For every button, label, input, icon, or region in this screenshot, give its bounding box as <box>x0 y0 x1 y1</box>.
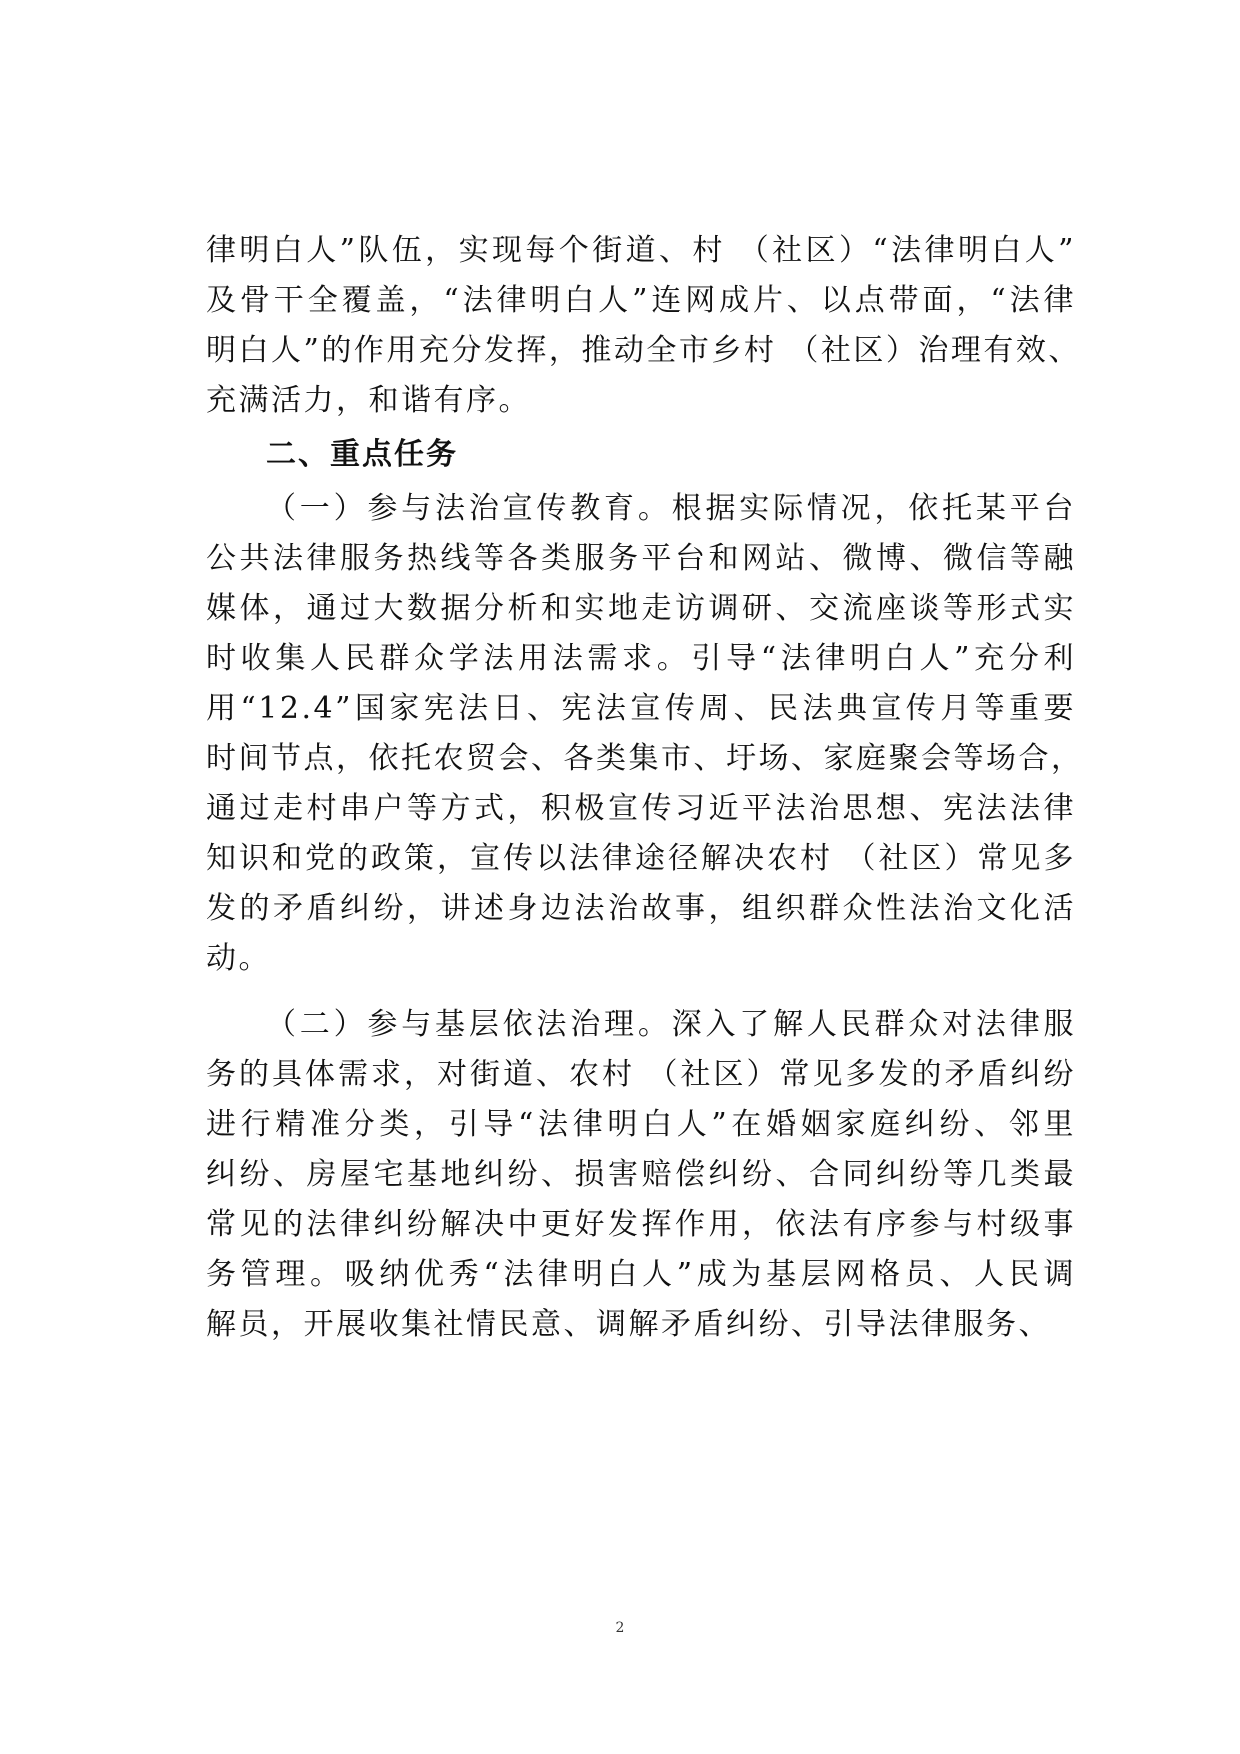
paragraph-continued <box>206 226 1081 426</box>
text-line: （一）参与法治宣传教育。根据实际情况，依托某平台 <box>266 491 1076 526</box>
text-line: 务的具体需求，对街道、农村 （社区）常见多发的矛盾纠纷 <box>206 1057 1076 1092</box>
text-line: 常见的法律纠纷解决中更好发挥作用，依法有序参与村级事 <box>206 1207 1076 1242</box>
text-line: 动。 <box>206 941 271 976</box>
text-line: 纠纷、房屋宅基地纠纷、损害赔偿纠纷、合同纠纷等几类最 <box>206 1157 1076 1192</box>
text-line: 用“12.4”国家宪法日、宪法宣传周、民法典宣传月等重要 <box>206 691 1076 726</box>
text-line: 进行精准分类，引导“法律明白人”在婚姻家庭纠纷、邻里 <box>206 1107 1076 1142</box>
text-line: 明白人”的作用充分发挥，推动全市乡村 （社区）治理有效、 <box>206 333 1081 368</box>
text-line: 解员，开展收集社情民意、调解矛盾纠纷、引导法律服务、 <box>206 1307 1051 1342</box>
paragraph-legal-education <box>206 484 1084 984</box>
text-line: （二）参与基层依法治理。深入了解人民群众对法律服 <box>266 1007 1076 1042</box>
text-line: 通过走村串户等方式，积极宣传习近平法治思想、宪法法律 <box>206 791 1076 826</box>
text-line: 律明白人”队伍，实现每个街道、村 （社区）“法律明白人” <box>206 233 1076 268</box>
text-line: 公共法律服务热线等各类服务平台和网站、微博、微信等融 <box>206 541 1076 576</box>
paragraph-grassroots-governance <box>206 1000 1076 1350</box>
section-heading: 二、重点任务 <box>266 437 458 472</box>
text-line: 媒体，通过大数据分析和实地走访调研、交流座谈等形式实 <box>206 591 1076 626</box>
document-body <box>206 226 1084 1350</box>
text-line: 知识和党的政策，宣传以法律途径解决农村 （社区）常见多 <box>206 841 1076 876</box>
text-line: 充满活力，和谐有序。 <box>206 383 531 418</box>
text-line: 发的矛盾纠纷，讲述身边法治故事，组织群众性法治文化活 <box>206 891 1076 926</box>
page-number: 2 <box>615 1620 625 1636</box>
text-line: 时收集人民群众学法用法需求。引导“法律明白人”充分利 <box>206 641 1076 676</box>
text-line: 务管理。吸纳优秀“法律明白人”成为基层网格员、人民调 <box>206 1257 1076 1292</box>
text-line: 时间节点，依托农贸会、各类集市、圩场、家庭聚会等场合， <box>206 741 1084 776</box>
text-line: 及骨干全覆盖，“法律明白人”连网成片、以点带面，“法律 <box>206 283 1076 318</box>
